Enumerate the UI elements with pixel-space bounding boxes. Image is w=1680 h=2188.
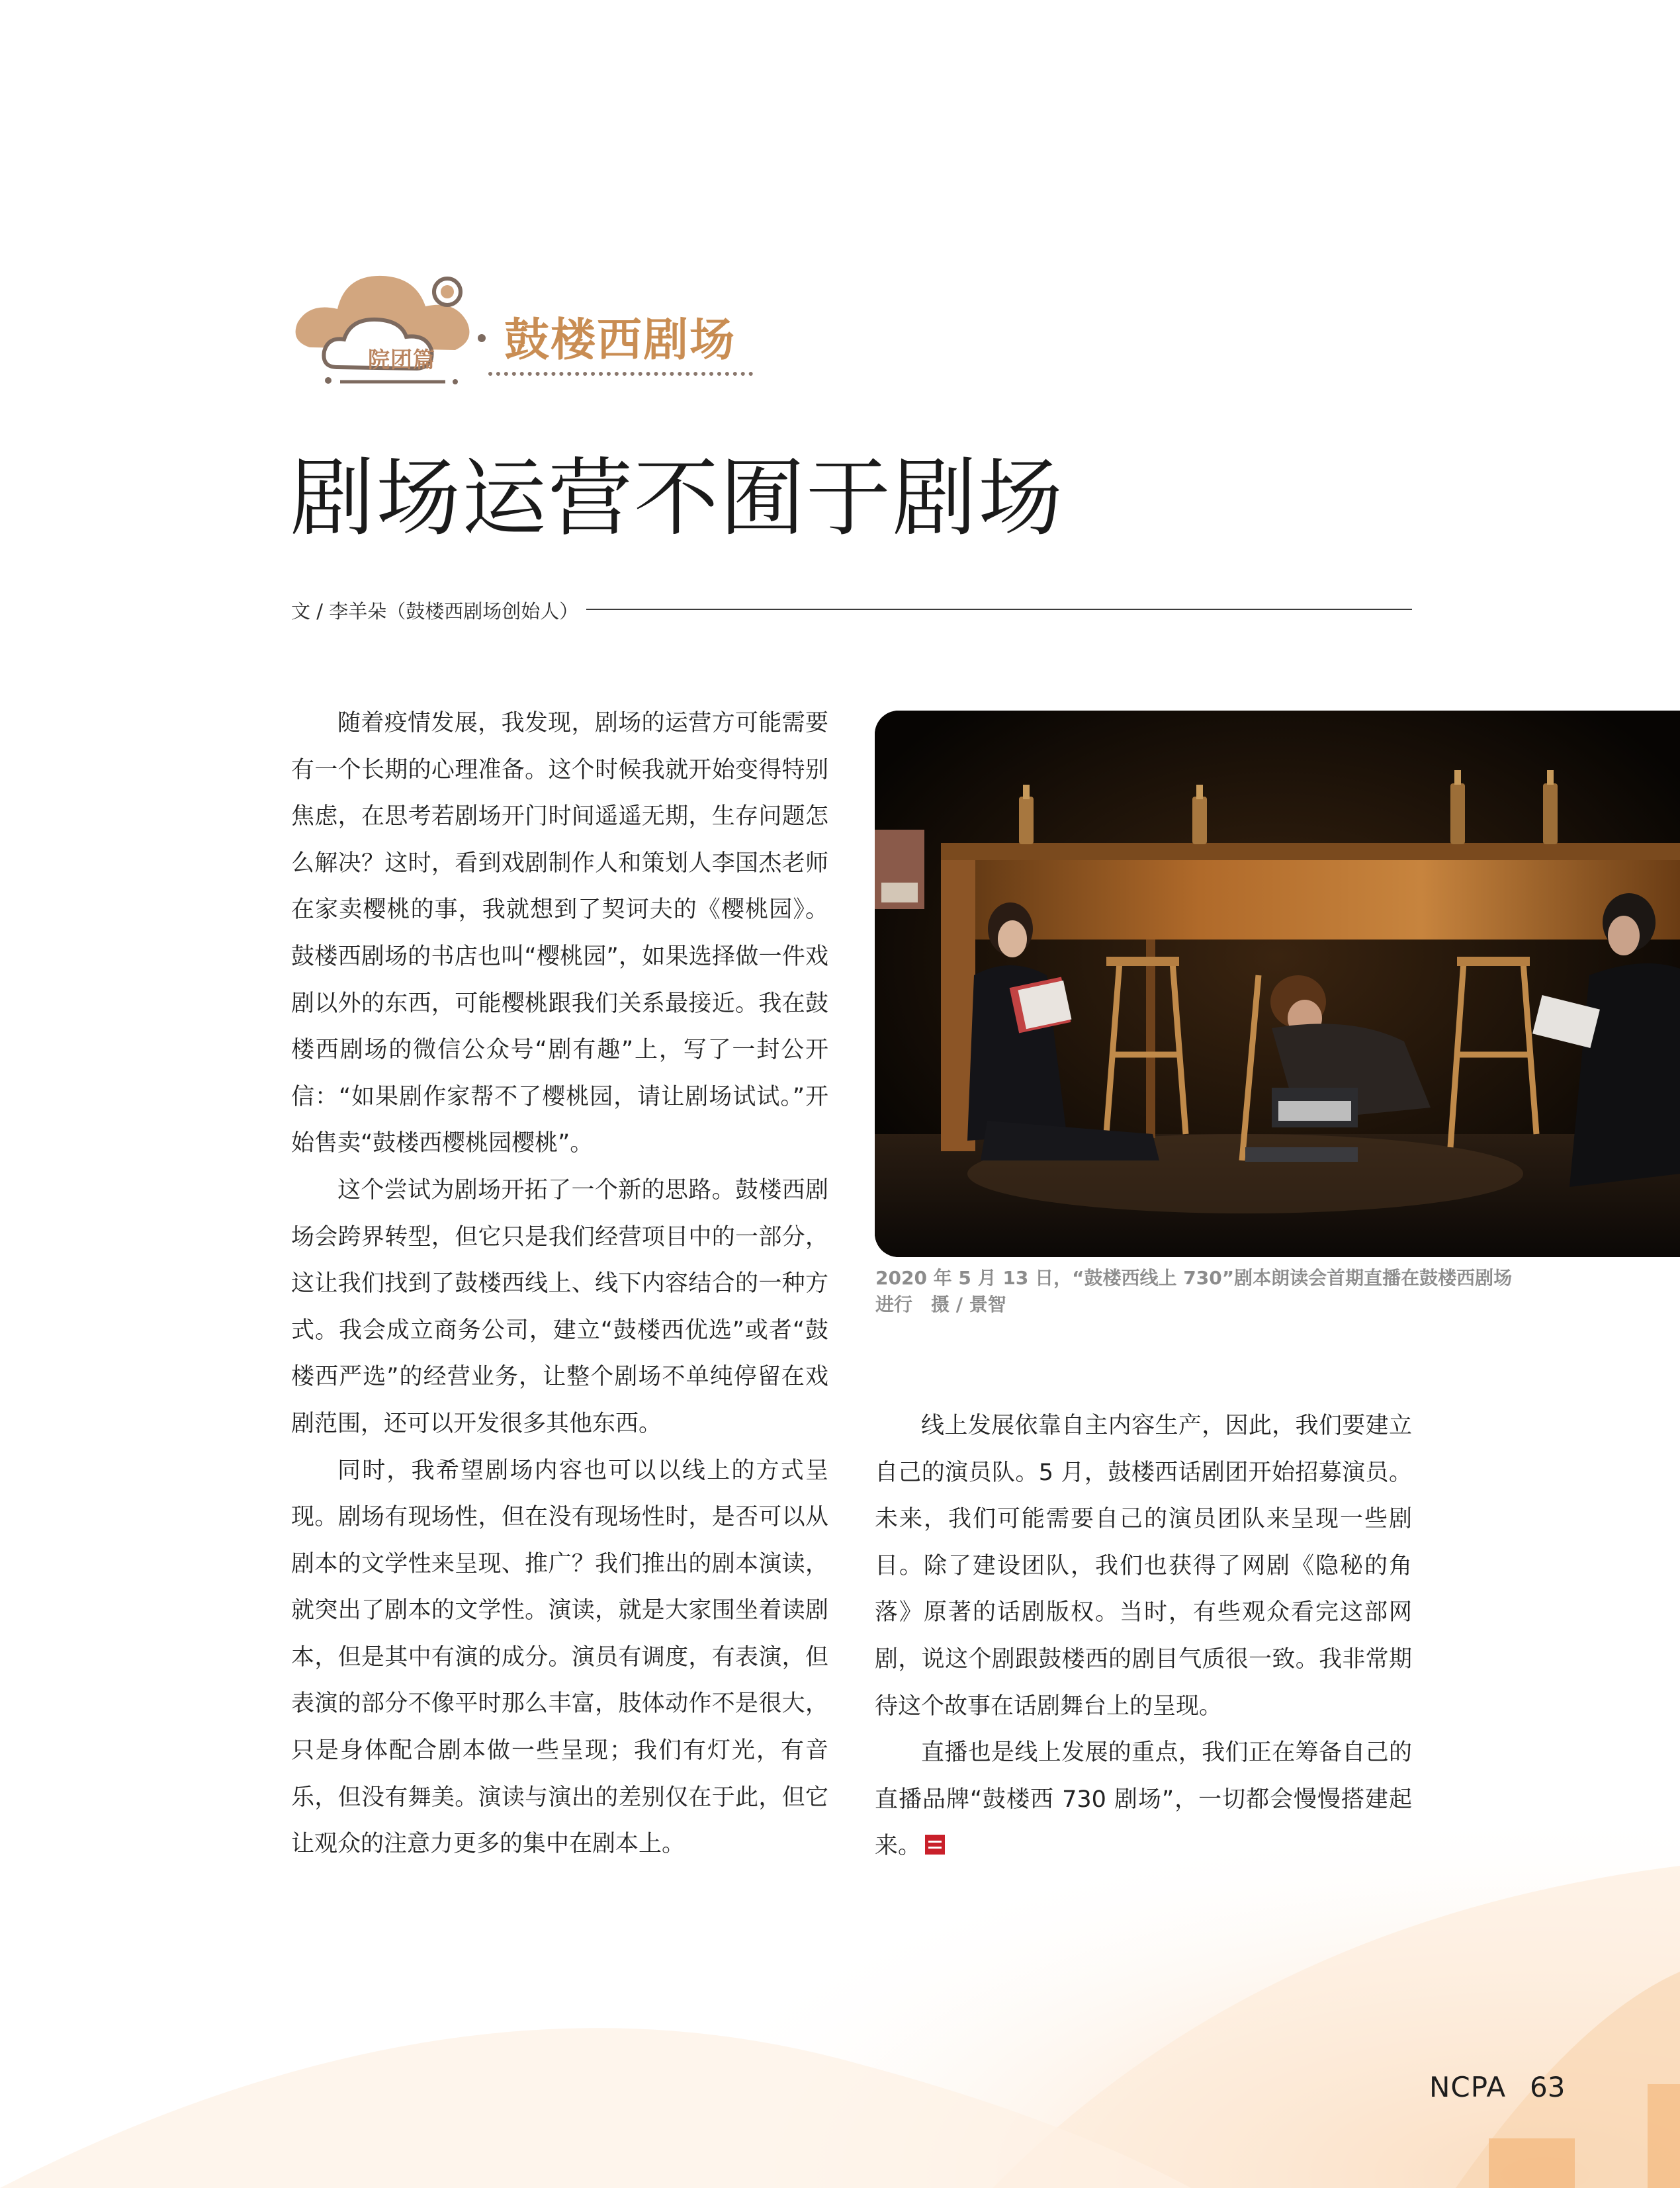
stage-photo (875, 711, 1680, 1257)
article-column-left (291, 700, 828, 1868)
photo-caption: 2020 年 5 月 13 日，“鼓楼西线上 730”剧本朗读会首期直播在鼓楼西剧场进行 摄 / 景智 (875, 1267, 1513, 1315)
article-column-right (875, 1403, 1412, 1870)
paragraph: 同时，我希望剧场内容也可以以线上的方式呈现。剧场有现场性，但在没有现场性时，是否可以从剧本的文学性来呈现、推广？我们推出的剧本演读，就突出了剧本的文学性。演读，就是大家围坐着读剧本，但是其中有演的成分。演员有调度，有表演，但表演的部分不像平时那么丰富，肢体动作不是很大，只是身体配合剧本做一些呈现；我们有灯光，有音乐，但没有舞美。演读与演出的差别仅在于此，但它让观众的注意力更多的集中在剧本上。 (291, 1457, 828, 1858)
section-dot (478, 334, 486, 342)
article-headline: 剧场运营不囿于剧场 (290, 449, 1065, 548)
section-underline (488, 372, 753, 376)
section-title: 鼓楼西剧场 (504, 314, 736, 367)
paragraph (875, 1729, 1412, 1870)
paragraph: 随着疫情发展，我发现，剧场的运营方可能需要有一个长期的心理准备。这个时候我就开始变得特别焦虑，在思考若剧场开门时间遥遥无期，生存问题怎么解决？这时，看到戏剧制作人和策划人李国杰老师在家卖樱桃的事，我就想到了契诃夫的《樱桃园》。鼓楼西剧场的书店也叫“樱桃园”，如果选择做一件戏剧以外的东西，可能樱桃跟我们关系最接近。我在鼓楼西剧场的微信公众号“剧有趣”上，写了一封公开信：“如果剧作家帮不了樱桃园，请让剧场试试。”开始售卖“鼓楼西樱桃园樱桃”。 (291, 710, 828, 1157)
paragraph-text: 直播也是线上发展的重点，我们正在筹备自己的直播品牌“鼓楼西 730 剧场”，一切都会慢慢搭建起来。 (875, 1739, 1412, 1860)
stage-photo-icon (875, 711, 1680, 1257)
paragraph: 线上发展依靠自主内容生产，因此，我们要建立自己的演员队。5 月，鼓楼西话剧团开始招募演员。未来，我们可能需要自己的演员团队来呈现一些剧目。除了建设团队，我们也获得了网剧《隐秘的角落》原著的话剧版权。当时，有些观众看完这部网剧，说这个剧跟鼓楼西的剧目气质很一致。我非常期待这个故事在话剧舞台上的呈现。 (875, 1413, 1412, 1720)
footer-brand: NCPA (1429, 2071, 1507, 2103)
end-mark-icon (925, 1835, 945, 1855)
paragraph: 这个尝试为剧场开拓了一个新的思路。鼓楼西剧场会跨界转型，但它只是我们经营项目中的一部分，这让我们找到了鼓楼西线上、线下内容结合的一种方式。我会成立商务公司，建立“鼓楼西优选”或者“鼓楼西严选”的经营业务，让整个剧场不单纯停留在戏剧范围，还可以开发很多其他东西。 (291, 1176, 828, 1437)
article-byline: 文 / 李羊朵（鼓楼西剧场创始人） (291, 600, 579, 623)
badge-tag-label: 院团篇 (368, 347, 435, 372)
page-number: 63 (1530, 2071, 1566, 2103)
byline-rule (586, 609, 1412, 610)
